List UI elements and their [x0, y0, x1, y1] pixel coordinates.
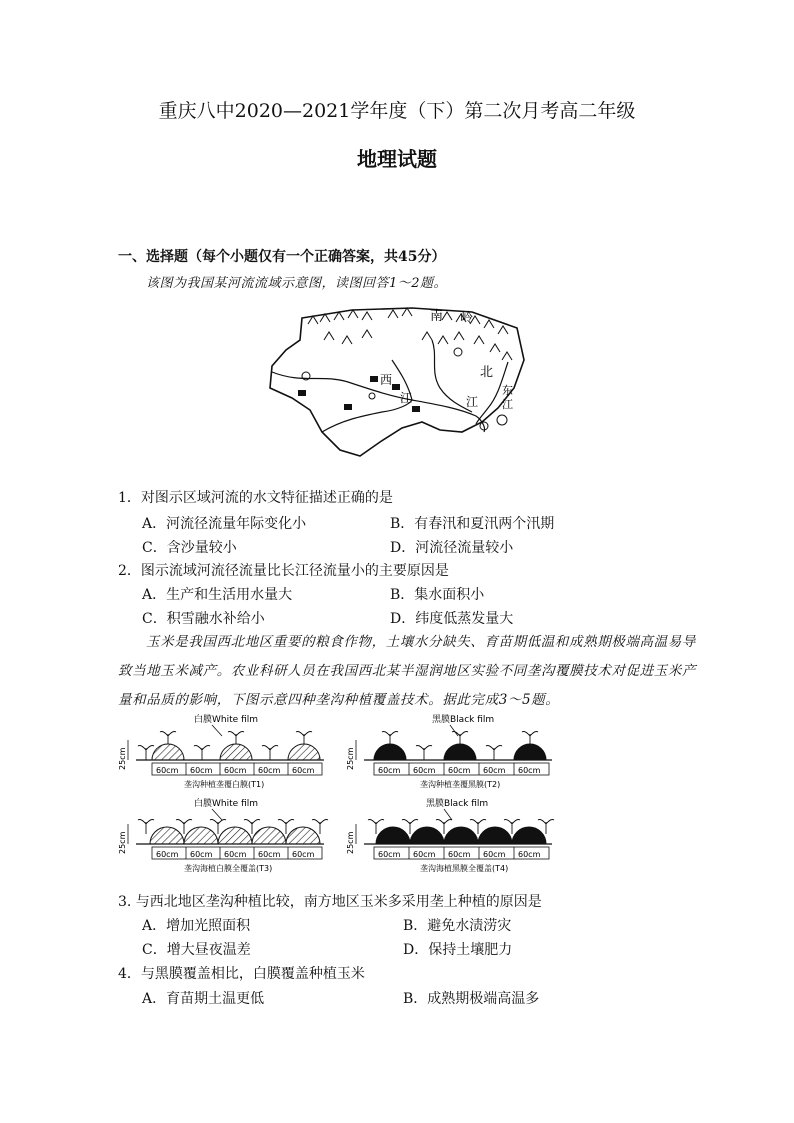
t1-width-1: 60cm [156, 766, 179, 775]
passage-1: 该图为我国某河流流域示意图，读图回答1～2题。 [146, 276, 448, 291]
q4-option-a: A．育苗期土温更低 [142, 991, 265, 1007]
t2-width-5: 60cm [518, 766, 541, 775]
q1-option-c: C．含沙量较小 [142, 540, 237, 556]
subject-title: 地理试题 [357, 147, 437, 171]
t2-ridges [374, 744, 546, 760]
figure-t3 [112, 794, 337, 876]
t4-width-4: 60cm [483, 850, 506, 859]
t2-caption: 垄沟种植垄覆黑膜(T2) [420, 780, 501, 789]
q2-option-b: B．集水面积小 [390, 587, 485, 603]
t4-caption: 垄沟海植黑膜全覆盖(T4) [420, 864, 509, 873]
t2-width-2: 60cm [413, 766, 436, 775]
passage-2: 玉米是我国西北地区重要的粮食作物，土壤水分缺失、育苗期低温和成熟期极端高温易导致当地玉米减产。农业科研人员在我国西北某半湿润地区实验不同垄沟覆膜技术对促进玉米产量和品质的影响，下图示意四种垄沟种植覆盖技术。据此完成3～5题。 [118, 634, 697, 708]
q3-option-c: C．增大昼夜温差 [142, 942, 251, 958]
q3-option-d: D．保持土壤肥力 [403, 942, 513, 958]
q1-stem: 1．对图示区域河流的水文特征描述正确的是 [118, 490, 393, 506]
t3-height-label: 25cm [118, 831, 127, 854]
q3-option-b: B．避免水渍涝灾 [403, 918, 512, 934]
t1-width-2: 60cm [190, 766, 213, 775]
t3-width-3: 60cm [224, 850, 247, 859]
t4-width-5: 60cm [518, 850, 541, 859]
t2-film-label: 黑膜Black film [432, 715, 495, 725]
q4-stem: 4．与黑膜覆盖相比，白膜覆盖种植玉米 [118, 966, 365, 982]
figure-t2 [340, 710, 565, 792]
figure-t4 [340, 794, 565, 876]
t3-width-4: 60cm [258, 850, 281, 859]
t2-width-1: 60cm [378, 766, 401, 775]
map-label-dong: 东 [502, 384, 513, 397]
t1-width-3: 60cm [224, 766, 247, 775]
q2-option-a: A．生产和生活用水量大 [142, 587, 293, 603]
t1-width-5: 60cm [292, 766, 315, 775]
t1-height-label: 25cm [118, 747, 127, 770]
q3-option-a: A．增加光照面积 [142, 918, 251, 934]
map-label-ling: 岭 [460, 311, 474, 326]
t1-film-label: 白膜White film [194, 715, 258, 725]
t3-ridges [150, 827, 320, 844]
t4-film-label: 黑膜Black film [426, 799, 489, 809]
q1-option-b: B．有春汛和夏汛两个汛期 [390, 516, 555, 532]
t4-width-3: 60cm [448, 850, 471, 859]
t2-height-label: 25cm [346, 747, 355, 770]
t2-width-3: 60cm [448, 766, 471, 775]
t1-ridges [152, 744, 320, 760]
t4-width-2: 60cm [413, 850, 436, 859]
q2-option-c: C．积雪融水补给小 [142, 611, 265, 627]
map-label-bei: 北 [480, 365, 494, 380]
t1-caption: 垄沟种植垄覆白膜(T1) [184, 780, 265, 789]
map-label-jiang-north: 江 [466, 395, 479, 409]
section-heading: 一、选择题（每个小题仅有一个正确答案，共45分） [118, 249, 446, 265]
t3-width-2: 60cm [190, 850, 213, 859]
q1-option-a: A．河流径流量年际变化小 [142, 516, 307, 532]
q1-option-d: D．河流径流量较小 [390, 540, 514, 556]
t3-width-1: 60cm [156, 850, 179, 859]
t1-width-4: 60cm [258, 766, 281, 775]
t2-width-4: 60cm [483, 766, 506, 775]
t3-film-label: 白膜White film [194, 799, 258, 809]
river-basin-map [262, 300, 532, 460]
q2-option-d: D．纬度低蒸发量大 [390, 611, 514, 627]
q2-stem: 2．图示流域河流径流量比长江径流量小的主要原因是 [118, 563, 449, 579]
map-label-xi: 西 [380, 373, 393, 387]
map-label-jiang-east: 江 [502, 398, 513, 411]
exam-title: 重庆八中2020—2021学年度（下）第二次月考高二年级 [158, 100, 636, 122]
t4-height-label: 25cm [346, 831, 355, 854]
figure-t1 [112, 710, 337, 792]
city-icon [302, 348, 507, 430]
t4-width-1: 60cm [378, 850, 401, 859]
q4-option-b: B．成熟期极端高温多 [403, 991, 540, 1007]
q3-stem: 3. 与西北地区垄沟种植比较，南方地区玉米多采用垄上种植的原因是 [118, 894, 542, 910]
t4-ridges [376, 827, 546, 844]
t3-caption: 垄沟海植白膜全覆盖(T3) [184, 864, 273, 873]
map-label-nan: 南 [430, 309, 444, 324]
t3-width-5: 60cm [292, 850, 315, 859]
map-label-jiang-west: 江 [400, 391, 413, 405]
